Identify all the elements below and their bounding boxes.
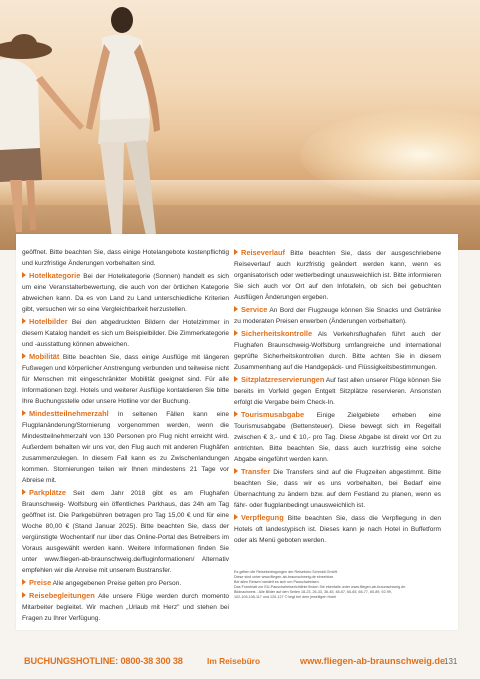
paragraph-keyword: Parkplätze: [29, 487, 66, 497]
fine-print-line: 102-105,108-117 und 120-127 © liegt bei dem jeweiligen Hotel: [234, 595, 337, 600]
triangle-arrow-icon: [234, 468, 238, 474]
paragraph-text: Bitte beachten Sie, dass der ausgeschriebene Reiseverlauf auch kurzfristig geändert werden kann, wenn es organisatorisch oder wetterbedingt unausweichlich ist. Bitte informieren Sie sich auch vor Ort auf den Infotafeln, ob sich bei gebuchten Ausflügen Änderungen ergeben.: [234, 250, 441, 301]
paragraph-keyword: Preise: [29, 577, 52, 587]
paragraph-text: An Bord der Flugzeuge können Sie Snacks und Getränke zu moderaten Preisen erwerben (Änderungen vorbehalten).: [234, 306, 441, 325]
fine-print-line: Es gelten die Reisebedingungen der Reisebüro Schmidt GmbH.: [234, 570, 339, 574]
triangle-arrow-icon: [22, 353, 26, 359]
paragraph-keyword: Hotelbilder: [29, 317, 68, 327]
couple-silhouette: [0, 0, 480, 250]
info-paragraph: [22, 271, 229, 316]
paragraph-keyword: Sicherheitskontrolle: [241, 329, 313, 339]
info-paragraph: [234, 329, 441, 374]
paragraph-text: Bei den abgedruckten Bildern der Hotelzimmer in diesem Katalog handelt es sich um Beispielbilder. Die Zimmerkategorie und -ausstattung können abweichen.: [22, 319, 229, 348]
website-link[interactable]: www.fliegen-ab-braunschweig.de: [300, 656, 446, 666]
info-paragraph: [234, 375, 441, 409]
paragraph-text: Als Verkehrsflughafen führt auch der Flughafen Braunschweig-Wolfsburg umfangreiche und international geprüfte Sicherheitskontrollen durch. Bitte achten Sie in diesem Zusammenhang auf die Handgepäck- und Flüssigkeitsbestimmungen.: [234, 331, 441, 371]
info-paragraph: [22, 248, 229, 270]
paragraph-text: Bitte beachten Sie, dass die Verpflegung in den Hotels oft landestypisch ist. Dieses kann je nach Hotel in Buffetform oder als Menü geboten werden.: [234, 515, 441, 544]
paragraph-text: Alle angegebenen Preise gelten pro Person.: [52, 579, 182, 587]
paragraph-keyword: Hotelkategorie: [29, 271, 81, 281]
triangle-arrow-icon: [22, 489, 26, 495]
right-column: [234, 248, 441, 548]
info-paragraph: [22, 409, 229, 487]
paragraph-keyword: Reisebegleitungen: [29, 590, 95, 600]
info-paragraph: [22, 317, 229, 351]
paragraph-keyword: Sitzplatzreservierungen: [241, 375, 325, 385]
fine-print-line: Das Formblatt zur EU-Pauschalreiserichtlinie finden Sie ebenfalls unter www.fliegen-ab-braunschweig.de.: [234, 585, 407, 590]
fine-print: [234, 570, 449, 601]
triangle-arrow-icon: [234, 249, 238, 255]
triangle-arrow-icon: [22, 592, 26, 598]
info-paragraph: [234, 467, 441, 512]
triangle-arrow-icon: [234, 306, 238, 312]
paragraph-keyword: Transfer: [241, 467, 271, 477]
left-column: [22, 248, 229, 626]
triangle-arrow-icon: [234, 330, 238, 336]
travel-agency-label: Im Reisebüro: [207, 656, 261, 666]
fine-print-line: Bei allen Reisen handelt es sich um Pauschalreisen.: [234, 580, 320, 585]
info-paragraph: [22, 352, 229, 408]
triangle-arrow-icon: [234, 376, 238, 382]
paragraph-text: Die Transfers sind auf die Flugzeiten abgestimmt. Bitte beachten Sie, dass wir es uns vorbehalten, bei Bedarf eine Übernachtung zu ändern bzw. auf dem Festland zu planen, wenn es fähr- oder flugplanbedingt unausweichlich ist.: [234, 469, 442, 509]
paragraph-text: Seit dem Jahr 2018 gibt es am Flughafen Braunschweig- Wolfsburg ein öffentliches Parkhaus, das 24h am Tag geöffnet ist. Die Parkgebühren betragen pro Tag 15,00 € und für eine Woche 80,00 € (Stand Januar 2025). Bitte beachten Sie, dass der vergünstigte Wochentarif nur über das Online-Portal des Betreibers im Voraus ausgewählt werden kann. Weitere Informationen finden Sie unter www.fliegen-ab-braunschweig.de/fluginformationen/ Alternativ empfehlen wir die Anreise mit unserem Bustransfer.: [22, 489, 230, 574]
paragraph-keyword: Verpflegung: [241, 513, 284, 523]
paragraph-text: geöffnet. Bitte beachten Sie, dass einige Hotelangebote kostenpflichtig und kurzfristige Änderungen vorbehalten sind.: [22, 249, 229, 267]
paragraph-text: In seltenen Fällen kann eine Flugplanänderung/Stornierung vorgenommen werden, wenn die Mindestteilnehmerzahl von 130 Personen pro Flug nicht erreicht wird. Außerdem behalten wir uns vor, den Flug auch mit anderen Flughäfen zusammenzulegen. In diesem Fall kann es zu Zwischenlandungen kommen. Stornierungen teilen wir Ihnen mindestens 21 Tage vor Abreise mit.: [22, 411, 229, 484]
triangle-arrow-icon: [234, 514, 238, 520]
hero-photo: [0, 0, 480, 250]
triangle-arrow-icon: [234, 411, 238, 417]
booking-hotline: BUCHUNGSHOTLINE: 0800-38 300 38: [24, 656, 183, 666]
footer-bar: [0, 650, 480, 672]
fine-print-line: Bildnachweis - Alle Bilder auf den Seiten 18-23, 26-33, 36-45, 48-57, 60-65, 68-77, 80-89, 92-99,: [234, 590, 392, 595]
paragraph-text: Einige Zielgebiete erheben eine Tourismusabgabe (Bettensteuer). Diese bewegt sich im Regelfall zwischen € 3,- und € 10,- pro Tag. Diese Abgabe ist direkt vor Ort zu entrichten. Bitte beachten Sie, dass auch kurzfristig eine solche Abgabe eingeführt werden kann.: [234, 412, 441, 463]
paragraph-text: Bei der Hotelkategorie (Sonnen) handelt es sich um eine Veranstalterbewertung, die auch von der örtlichen Kategorie abweichen kann. Da es von Land zu Land unterschiedliche Kriterien gibt, versuchen wir so eine Vergleichbarkeit herzustellen.: [22, 273, 229, 313]
info-paragraph: [234, 513, 441, 547]
paragraph-text: Alle unsere Flüge werden durch momento Mitarbeiter begleitet. Wir machen „Urlaub mit Herz" und stehen bei Fragen zu Ihrer Verfügung.: [22, 592, 229, 622]
triangle-arrow-icon: [22, 318, 26, 324]
paragraph-keyword: Tourismusabgabe: [241, 410, 305, 420]
info-paragraph: [234, 410, 441, 466]
info-paragraph: [234, 305, 441, 328]
info-paragraph: [22, 591, 229, 625]
fine-print-line: Diese sind unter www.fliegen-ab-braunschweig.de einsehbar.: [234, 575, 334, 580]
paragraph-text: Bitte beachten Sie, dass einige Ausflüge mit längeren Fußwegen und körperlicher Anstrengung verbunden und teilweise nicht für Menschen mit eingeschränkter Mobilität geeignet sind. Für alle Informationen bzgl. Hotels und weiterer Ausflüge kontaktieren Sie bitte Ihre Buchungsstelle oder unsere Hotline vor der Buchung.: [22, 354, 229, 405]
triangle-arrow-icon: [22, 579, 26, 585]
paragraph-keyword: Mobilität: [29, 352, 60, 362]
info-paragraph: [22, 578, 229, 590]
paragraph-text: Auf fast allen unserer Flüge können Sie bereits im Vorfeld gegen Entgelt Sitzplätze reservieren. Ansonsten erfolgt die Vergabe beim Check-In.: [234, 377, 441, 406]
triangle-arrow-icon: [22, 410, 26, 416]
info-paragraph: [22, 488, 229, 577]
paragraph-keyword: Mindestteilnehmerzahl: [29, 409, 109, 419]
paragraph-keyword: Reiseverlauf: [241, 248, 285, 257]
triangle-arrow-icon: [22, 272, 26, 278]
paragraph-keyword: Service: [241, 304, 268, 314]
info-paragraph: [234, 248, 441, 304]
page-number: 131: [444, 657, 458, 666]
info-card: [16, 234, 458, 630]
